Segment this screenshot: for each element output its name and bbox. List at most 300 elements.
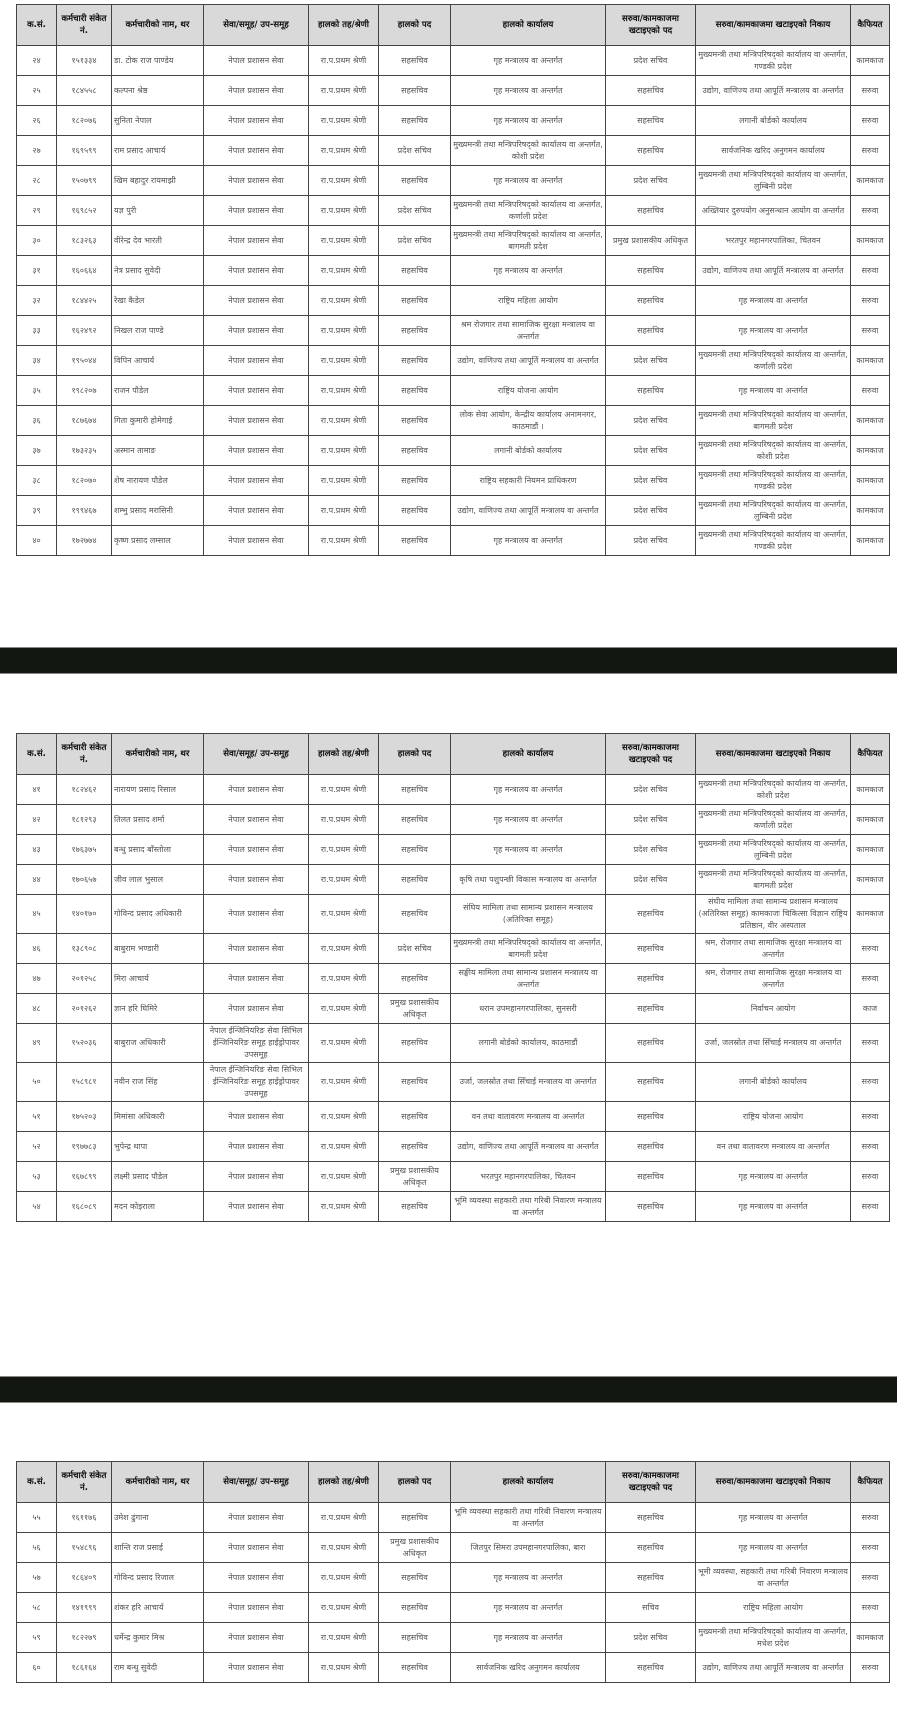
assigned-post-cell: सहसचिव (606, 1503, 696, 1533)
employee-name-cell: मदन कोइराला (112, 1192, 204, 1222)
service-group-cell: नेपाल प्रशासन सेवा (204, 1533, 309, 1563)
service-group-cell: नेपाल प्रशासन सेवा (204, 994, 309, 1024)
column-header-service-group: सेवा/समूह/ उप-समूह (204, 734, 309, 775)
assigned-post-cell: सहसचिव (606, 106, 696, 136)
current-post-cell: सहसचिव (379, 1503, 451, 1533)
table-page-1 (16, 4, 889, 556)
current-office-cell: गृह मन्त्रालय वा अन्तर्गत (451, 166, 606, 196)
current-post-cell: सहसचिव (379, 1563, 451, 1593)
employee-code-cell: १५४८९६ (57, 1533, 112, 1563)
employee-name-cell: भुपेन्द्र थापा (112, 1132, 204, 1162)
employee-name-cell: वीरेन्द्र देव भारती (112, 226, 204, 256)
current-post-cell: प्रदेश सचिव (379, 196, 451, 226)
current-post-cell: सहसचिव (379, 76, 451, 106)
serial-no-cell: ४७ (17, 964, 57, 994)
current-level-cell: रा.प.प्रथम श्रेणी (309, 1563, 379, 1593)
employee-code-cell: १७३२३५ (57, 436, 112, 466)
remarks-cell: सरुवा (851, 1563, 890, 1593)
column-header-employee-code: कर्मचारी संकेत नं. (57, 5, 112, 46)
employee-code-cell: १६९५९९ (57, 136, 112, 166)
remarks-cell: कामकाज (851, 895, 890, 934)
assigned-office-cell: संघीय मामिला तथा सामान्य प्रशासन मन्त्रालय (अतिरिक्त समूह) कामकाजः चिकित्सा विज्ञान राष्ट्रिय प्रतिष्ठान, वीर अस्पताल (696, 895, 851, 934)
employee-code-cell: १९९४६७ (57, 496, 112, 526)
column-header-serial-no: क.सं. (17, 734, 57, 775)
service-group-cell: नेपाल प्रशासन सेवा (204, 775, 309, 805)
assigned-office-cell: गृह मन्त्रालय वा अन्तर्गत (696, 1533, 851, 1563)
serial-no-cell: ४३ (17, 835, 57, 865)
employee-code-cell: १७०६५७ (57, 865, 112, 895)
remarks-cell: कामकाज (851, 775, 890, 805)
employee-name-cell: शान्ति राज प्रसाई (112, 1533, 204, 1563)
assigned-office-cell: श्रम, रोजगार तथा सामाजिक सुरक्षा मन्त्रालय वा अन्तर्गत (696, 964, 851, 994)
employee-name-cell: नेत्र प्रसाद सुवेदी (112, 256, 204, 286)
current-post-cell: प्रदेश सचिव (379, 136, 451, 166)
service-group-cell: नेपाल प्रशासन सेवा (204, 466, 309, 496)
assigned-office-cell: उद्योग, वाणिज्य तथा आपूर्ति मन्त्रालय वा अन्तर्गत (696, 1653, 851, 1683)
employee-code-cell: १८२०७६ (57, 106, 112, 136)
serial-no-cell: ४१ (17, 775, 57, 805)
assigned-post-cell: सहसचिव (606, 994, 696, 1024)
employee-name-cell: जीव लाल भुसाल (112, 865, 204, 895)
current-post-cell: सहसचिव (379, 805, 451, 835)
current-level-cell: रा.प.प्रथम श्रेणी (309, 286, 379, 316)
service-group-cell: नेपाल प्रशासन सेवा (204, 1653, 309, 1683)
column-header-service-group: सेवा/समूह/ उप-समूह (204, 5, 309, 46)
remarks-cell: कामकाज (851, 226, 890, 256)
service-group-cell: नेपाल प्रशासन सेवा (204, 256, 309, 286)
employee-code-cell: १६११७६ (57, 1503, 112, 1533)
current-post-cell: सहसचिव (379, 1653, 451, 1683)
remarks-cell: सरुवा (851, 1503, 890, 1533)
employee-code-cell: २०१२६२ (57, 994, 112, 1024)
current-office-cell: गृह मन्त्रालय वा अन्तर्गत (451, 1623, 606, 1653)
column-header-current-office: हालको कार्यालय (451, 5, 606, 46)
table-row (17, 1102, 890, 1132)
current-office-cell: उद्योग, वाणिज्य तथा आपूर्ति मन्त्रालय वा अन्तर्गत (451, 346, 606, 376)
assigned-office-cell: गृह मन्त्रालय वा अन्तर्गत (696, 1162, 851, 1192)
table-row (17, 196, 890, 226)
table-row (17, 466, 890, 496)
current-level-cell: रा.प.प्रथम श्रेणी (309, 865, 379, 895)
assigned-office-cell: गृह मन्त्रालय वा अन्तर्गत (696, 1192, 851, 1222)
service-group-cell: नेपाल प्रशासन सेवा (204, 286, 309, 316)
remarks-cell: कामकाज (851, 526, 890, 556)
employee-code-cell: १९८२०७ (57, 376, 112, 406)
service-group-cell: नेपाल प्रशासन सेवा (204, 1503, 309, 1533)
current-post-cell: प्रदेश सचिव (379, 226, 451, 256)
current-office-cell: राष्ट्रिय सहकारी नियमन प्राधिकरण (451, 466, 606, 496)
current-post-cell: सहसचिव (379, 1132, 451, 1162)
serial-no-cell: ५७ (17, 1563, 57, 1593)
current-post-cell: सहसचिव (379, 964, 451, 994)
header-row (17, 5, 890, 46)
assigned-post-cell: प्रदेश सचिव (606, 835, 696, 865)
serial-no-cell: ३३ (17, 316, 57, 346)
employee-name-cell: बन्धु प्रसाद बाँस्तोला (112, 835, 204, 865)
table-row (17, 934, 890, 964)
employee-code-cell: १५१३३४ (57, 46, 112, 76)
serial-no-cell: ५३ (17, 1162, 57, 1192)
employee-name-cell: कृष्ण प्रसाद लम्साल (112, 526, 204, 556)
assigned-office-cell: उद्योग, वाणिज्य तथा आपूर्ति मन्त्रालय वा अन्तर्गत (696, 76, 851, 106)
column-header-current-level: हालको तह/श्रेणी (309, 734, 379, 775)
assigned-post-cell: सहसचिव (606, 1132, 696, 1162)
column-header-current-post: हालको पद (379, 1462, 451, 1503)
serial-no-cell: ३७ (17, 436, 57, 466)
remarks-cell: सरुवा (851, 76, 890, 106)
assigned-post-cell: प्रदेश सचिव (606, 1623, 696, 1653)
employee-code-cell: १८२२७९ (57, 1623, 112, 1653)
assigned-office-cell: सार्वजनिक खरिद अनुगमन कार्यालय (696, 136, 851, 166)
assigned-office-cell: उर्जा, जलस्रोत तथा सिँचाई मन्त्रालय वा अन्तर्गत (696, 1024, 851, 1063)
current-level-cell: रा.प.प्रथम श्रेणी (309, 76, 379, 106)
table-page-3 (16, 1461, 889, 1683)
serial-no-cell: ४६ (17, 934, 57, 964)
employee-code-cell: १९५०४४ (57, 346, 112, 376)
transfer-table (16, 1461, 890, 1683)
service-group-cell: नेपाल प्रशासन सेवा (204, 865, 309, 895)
current-office-cell: मुख्यमन्त्री तथा मन्त्रिपरिषद्को कार्यालय वा अन्तर्गत, कर्णाली प्रदेश (451, 196, 606, 226)
service-group-cell: नेपाल प्रशासन सेवा (204, 406, 309, 436)
serial-no-cell: ३२ (17, 286, 57, 316)
current-level-cell: रा.प.प्रथम श्रेणी (309, 1503, 379, 1533)
service-group-cell: नेपाल प्रशासन सेवा (204, 805, 309, 835)
employee-name-cell: नवीन राज सिंह (112, 1063, 204, 1102)
current-office-cell: वन तथा वातावरण मन्त्रालय वा अन्तर्गत (451, 1102, 606, 1132)
column-header-current-office: हालको कार्यालय (451, 734, 606, 775)
serial-no-cell: ४० (17, 526, 57, 556)
transfer-table (16, 4, 890, 556)
column-header-assigned-office: सरुवा/कामकाजमा खटाइएको निकाय (696, 5, 851, 46)
table-row (17, 964, 890, 994)
remarks-cell: कामकाज (851, 46, 890, 76)
table-row (17, 1653, 890, 1683)
current-level-cell: रा.प.प्रथम श्रेणी (309, 895, 379, 934)
remarks-cell: कामकाज (851, 835, 890, 865)
assigned-office-cell: मुख्यमन्त्री तथा मन्त्रिपरिषद्को कार्यालय वा अन्तर्गत, बागमती प्रदेश (696, 865, 851, 895)
current-office-cell: उद्योग, वाणिज्य तथा आपूर्ति मन्त्रालय वा अन्तर्गत (451, 1132, 606, 1162)
current-level-cell: रा.प.प्रथम श्रेणी (309, 1593, 379, 1623)
serial-no-cell: २८ (17, 166, 57, 196)
serial-no-cell: ३१ (17, 256, 57, 286)
assigned-office-cell: भूमी व्यवस्था, सहकारी तथा गरिबी निवारण मन्त्रालय वा अन्तर्गत (696, 1563, 851, 1593)
current-post-cell: सहसचिव (379, 1063, 451, 1102)
current-level-cell: रा.प.प्रथम श्रेणी (309, 376, 379, 406)
current-post-cell: सहसचिव (379, 436, 451, 466)
assigned-office-cell: निर्वाचन आयोग (696, 994, 851, 1024)
current-post-cell: प्रमुख प्रशासकीय अधिकृत (379, 1533, 451, 1563)
employee-code-cell: १७६३७५ (57, 835, 112, 865)
current-post-cell: सहसचिव (379, 1024, 451, 1063)
page-separator (0, 647, 897, 674)
remarks-cell: कामकाज (851, 346, 890, 376)
employee-code-cell: १६२४९२ (57, 316, 112, 346)
current-post-cell: सहसचिव (379, 1102, 451, 1132)
employee-name-cell: कल्पना श्रेष्ठ (112, 76, 204, 106)
table-row (17, 526, 890, 556)
service-group-cell: नेपाल प्रशासन सेवा (204, 46, 309, 76)
column-header-assigned-post: सरुवा/कामकाजमा खटाइएको पद (606, 5, 696, 46)
column-header-current-post: हालको पद (379, 734, 451, 775)
remarks-cell: कामकाज (851, 436, 890, 466)
remarks-cell: कामकाज (851, 805, 890, 835)
current-level-cell: रा.प.प्रथम श्रेणी (309, 166, 379, 196)
column-header-serial-no: क.सं. (17, 5, 57, 46)
remarks-cell: कामकाज (851, 1623, 890, 1653)
current-office-cell: भूमि व्यवस्था सहकारी तथा गरिबी निवारण मन्त्रालय वा अन्तर्गत (451, 1192, 606, 1222)
header-row (17, 1462, 890, 1503)
assigned-office-cell: मुख्यमन्त्री तथा मन्त्रिपरिषद्को कार्यालय वा अन्तर्गत, कोशी प्रदेश (696, 436, 851, 466)
assigned-post-cell: प्रदेश सचिव (606, 406, 696, 436)
column-header-employee-name: कर्मचारीको नाम, थर (112, 734, 204, 775)
employee-code-cell: २०१२५८ (57, 964, 112, 994)
assigned-office-cell: अख्तियार दुरुपयोग अनुसन्धान आयोग वा अन्तर्गत (696, 196, 851, 226)
assigned-post-cell: प्रदेश सचिव (606, 46, 696, 76)
current-office-cell: गृह मन्त्रालय वा अन्तर्गत (451, 106, 606, 136)
remarks-cell: सरुवा (851, 934, 890, 964)
current-level-cell: रा.प.प्रथम श्रेणी (309, 46, 379, 76)
current-office-cell: भरतपुर महानगरपालिका, चितवन (451, 1162, 606, 1192)
current-level-cell: रा.प.प्रथम श्रेणी (309, 406, 379, 436)
assigned-office-cell: मुख्यमन्त्री तथा मन्त्रिपरिषद्को कार्यालय वा अन्तर्गत, मधेश प्रदेश (696, 1623, 851, 1653)
employee-name-cell: विपिन आचार्य (112, 346, 204, 376)
column-header-current-level: हालको तह/श्रेणी (309, 1462, 379, 1503)
current-post-cell: सहसचिव (379, 376, 451, 406)
remarks-cell: कामकाज (851, 166, 890, 196)
assigned-office-cell: मुख्यमन्त्री तथा मन्त्रिपरिषद्को कार्यालय वा अन्तर्गत, कर्णाली प्रदेश (696, 346, 851, 376)
serial-no-cell: ५५ (17, 1503, 57, 1533)
table-row (17, 46, 890, 76)
remarks-cell: सरुवा (851, 1593, 890, 1623)
current-level-cell: रा.प.प्रथम श्रेणी (309, 256, 379, 286)
table-row (17, 226, 890, 256)
current-post-cell: सहसचिव (379, 895, 451, 934)
employee-code-cell: १८३२६३ (57, 226, 112, 256)
table-row (17, 496, 890, 526)
current-post-cell: सहसचिव (379, 526, 451, 556)
serial-no-cell: ३९ (17, 496, 57, 526)
current-post-cell: सहसचिव (379, 316, 451, 346)
employee-name-cell: खिम बहादुर रायमाझी (112, 166, 204, 196)
employee-code-cell: १८१२९३ (57, 805, 112, 835)
employee-code-cell: १६८०८९ (57, 1192, 112, 1222)
assigned-post-cell: सहसचिव (606, 934, 696, 964)
column-header-employee-name: कर्मचारीको नाम, थर (112, 5, 204, 46)
service-group-cell: नेपाल प्रशासन सेवा (204, 1593, 309, 1623)
current-office-cell: गृह मन्त्रालय वा अन्तर्गत (451, 256, 606, 286)
employee-name-cell: गिता कुमारी होमेगाई (112, 406, 204, 436)
assigned-office-cell: गृह मन्त्रालय वा अन्तर्गत (696, 1503, 851, 1533)
serial-no-cell: ५० (17, 1063, 57, 1102)
current-office-cell: जितपुर सिमरा उपमहानगरपालिका, बारा (451, 1533, 606, 1563)
employee-name-cell: गोविन्द प्रसाद रिजाल (112, 1563, 204, 1593)
service-group-cell: नेपाल प्रशासन सेवा (204, 196, 309, 226)
assigned-post-cell: प्रदेश सचिव (606, 805, 696, 835)
serial-no-cell: ४४ (17, 865, 57, 895)
assigned-post-cell: सचिव (606, 1593, 696, 1623)
current-office-cell: भूमि व्यवस्था सहकारी तथा गरिबी निवारण मन्त्रालय वा अन्तर्गत (451, 1503, 606, 1533)
service-group-cell: नेपाल प्रशासन सेवा (204, 166, 309, 196)
employee-name-cell: बाबुराज अधिकारी (112, 1024, 204, 1063)
current-post-cell: सहसचिव (379, 1623, 451, 1653)
employee-name-cell: तिलत प्रसाद शर्मा (112, 805, 204, 835)
service-group-cell: नेपाल प्रशासन सेवा (204, 226, 309, 256)
current-level-cell: रा.प.प्रथम श्रेणी (309, 994, 379, 1024)
assigned-post-cell: सहसचिव (606, 1653, 696, 1683)
column-header-assigned-post: सरुवा/कामकाजमा खटाइएको पद (606, 1462, 696, 1503)
current-post-cell: सहसचिव (379, 46, 451, 76)
assigned-post-cell: प्रदेश सचिव (606, 436, 696, 466)
remarks-cell: सरुवा (851, 316, 890, 346)
service-group-cell: नेपाल प्रशासन सेवा (204, 436, 309, 466)
current-level-cell: रा.प.प्रथम श्रेणी (309, 106, 379, 136)
assigned-post-cell: प्रदेश सचिव (606, 466, 696, 496)
current-level-cell: रा.प.प्रथम श्रेणी (309, 346, 379, 376)
assigned-post-cell: सहसचिव (606, 1024, 696, 1063)
current-office-cell: कृषि तथा पशुपन्छी विकास मन्त्रालय वा अन्तर्गत (451, 865, 606, 895)
table-row (17, 166, 890, 196)
current-level-cell: रा.प.प्रथम श्रेणी (309, 1063, 379, 1102)
table-row (17, 1192, 890, 1222)
employee-name-cell: निखल राज पाण्डे (112, 316, 204, 346)
column-header-current-level: हालको तह/श्रेणी (309, 5, 379, 46)
current-office-cell: गृह मन्त्रालय वा अन्तर्गत (451, 805, 606, 835)
assigned-office-cell: लगानी बोर्डको कार्यालय (696, 1063, 851, 1102)
current-office-cell: गृह मन्त्रालय वा अन्तर्गत (451, 76, 606, 106)
remarks-cell: कामकाज (851, 406, 890, 436)
employee-name-cell: उमेश ढुंगाना (112, 1503, 204, 1533)
service-group-cell: नेपाल प्रशासन सेवा (204, 1132, 309, 1162)
employee-code-cell: १५८९८१ (57, 1063, 112, 1102)
remarks-cell: सरुवा (851, 1024, 890, 1063)
serial-no-cell: ५९ (17, 1623, 57, 1653)
assigned-post-cell: प्रदेश सचिव (606, 526, 696, 556)
current-level-cell: रा.प.प्रथम श्रेणी (309, 934, 379, 964)
table-row (17, 1162, 890, 1192)
serial-no-cell: २५ (17, 76, 57, 106)
current-office-cell: मुख्यमन्त्री तथा मन्त्रिपरिषद्को कार्यालय वा अन्तर्गत, कोशी प्रदेश (451, 136, 606, 166)
employee-name-cell: लक्ष्मी प्रसाद पौडेल (112, 1162, 204, 1192)
current-office-cell: उर्जा, जलस्रोत तथा सिँचाई मन्त्रालय वा अन्तर्गत (451, 1063, 606, 1102)
service-group-cell: नेपाल प्रशासन सेवा (204, 346, 309, 376)
employee-code-cell: १६७८९९ (57, 1162, 112, 1192)
serial-no-cell: ३४ (17, 346, 57, 376)
employee-code-cell: १८२४६२ (57, 775, 112, 805)
current-level-cell: रा.प.प्रथम श्रेणी (309, 1162, 379, 1192)
table-row (17, 835, 890, 865)
employee-code-cell: १५०७९९ (57, 166, 112, 196)
assigned-post-cell: सहसचिव (606, 1533, 696, 1563)
remarks-cell: सरुवा (851, 964, 890, 994)
current-post-cell: सहसचिव (379, 346, 451, 376)
employee-name-cell: डा. टोक राज पाण्डेय (112, 46, 204, 76)
remarks-cell: सरुवा (851, 376, 890, 406)
employee-name-cell: राम बन्धु सुवेदी (112, 1653, 204, 1683)
table-row (17, 316, 890, 346)
assigned-office-cell: वन तथा वातावरण मन्त्रालय वा अन्तर्गत (696, 1132, 851, 1162)
assigned-office-cell: मुख्यमन्त्री तथा मन्त्रिपरिषद्को कार्यालय वा अन्तर्गत, गण्डकी प्रदेश (696, 46, 851, 76)
remarks-cell: सरुवा (851, 106, 890, 136)
employee-name-cell: रेखा कैडेल (112, 286, 204, 316)
table-row (17, 1132, 890, 1162)
assigned-post-cell: सहसचिव (606, 196, 696, 226)
table-row (17, 895, 890, 934)
employee-name-cell: राजन पौडेल (112, 376, 204, 406)
employee-name-cell: धर्मेन्द्र कुमार मिश्र (112, 1623, 204, 1653)
current-post-cell: सहसचिव (379, 835, 451, 865)
current-level-cell: रा.प.प्रथम श्रेणी (309, 1623, 379, 1653)
table-row (17, 376, 890, 406)
service-group-cell: नेपाल प्रशासन सेवा (204, 496, 309, 526)
remarks-cell: सरुवा (851, 1162, 890, 1192)
column-header-employee-code: कर्मचारी संकेत नं. (57, 734, 112, 775)
serial-no-cell: ५२ (17, 1132, 57, 1162)
table-row (17, 994, 890, 1024)
assigned-office-cell: मुख्यमन्त्री तथा मन्त्रिपरिषद्को कार्यालय वा अन्तर्गत, लुम्बिनी प्रदेश (696, 835, 851, 865)
remarks-cell: सरुवा (851, 256, 890, 286)
current-post-cell: सहसचिव (379, 256, 451, 286)
current-level-cell: रा.प.प्रथम श्रेणी (309, 466, 379, 496)
column-header-serial-no: क.सं. (17, 1462, 57, 1503)
column-header-current-office: हालको कार्यालय (451, 1462, 606, 1503)
service-group-cell: नेपाल प्रशासन सेवा (204, 76, 309, 106)
table-row (17, 106, 890, 136)
serial-no-cell: ५६ (17, 1533, 57, 1563)
assigned-post-cell: प्रदेश सचिव (606, 346, 696, 376)
service-group-cell: नेपाल प्रशासन सेवा (204, 316, 309, 346)
serial-no-cell: ४९ (17, 1024, 57, 1063)
remarks-cell: सरुवा (851, 1102, 890, 1132)
employee-code-cell: १८७६७४ (57, 406, 112, 436)
current-office-cell: राष्ट्रिय महिला आयोग (451, 286, 606, 316)
current-office-cell: श्रम रोजगार तथा सामाजिक सुरक्षा मन्त्रालय वा अन्तर्गत (451, 316, 606, 346)
remarks-cell: सरुवा (851, 136, 890, 166)
table-row (17, 256, 890, 286)
assigned-post-cell: सहसचिव (606, 1563, 696, 1593)
assigned-office-cell: मुख्यमन्त्री तथा मन्त्रिपरिषद्को कार्यालय वा अन्तर्गत, कोशी प्रदेश (696, 775, 851, 805)
table-row (17, 1024, 890, 1063)
service-group-cell: नेपाल प्रशासन सेवा (204, 136, 309, 166)
service-group-cell: नेपाल ईन्जिनियरिङ सेवा सिभिल ईन्जिनियरिङ समूह हाईड्रोपावर उपसमूह (204, 1063, 309, 1102)
current-post-cell: सहसचिव (379, 1593, 451, 1623)
table-row (17, 805, 890, 835)
employee-code-cell: १९७७८३ (57, 1132, 112, 1162)
serial-no-cell: ३६ (17, 406, 57, 436)
current-office-cell: संघिय मामिला तथा सामान्य प्रशासन मन्त्रालय (अतिरिक्त समूह) (451, 895, 606, 934)
table-row (17, 346, 890, 376)
assigned-post-cell: सहसचिव (606, 376, 696, 406)
current-level-cell: रा.प.प्रथम श्रेणी (309, 496, 379, 526)
service-group-cell: नेपाल प्रशासन सेवा (204, 376, 309, 406)
employee-name-cell: शेष नारायण पौडेल (112, 466, 204, 496)
current-office-cell: राष्ट्रिय योजना आयोग (451, 376, 606, 406)
assigned-post-cell: सहसचिव (606, 1102, 696, 1132)
serial-no-cell: ३८ (17, 466, 57, 496)
employee-code-cell: १८४४२५ (57, 286, 112, 316)
employee-name-cell: सुनिता नेपाल (112, 106, 204, 136)
serial-no-cell: ४५ (17, 895, 57, 934)
assigned-post-cell: सहसचिव (606, 895, 696, 934)
employee-code-cell: १३८९०८ (57, 934, 112, 964)
serial-no-cell: ५८ (17, 1593, 57, 1623)
employee-code-cell: १४०१७० (57, 895, 112, 934)
assigned-post-cell: सहसचिव (606, 1192, 696, 1222)
assigned-post-cell: प्रदेश सचिव (606, 865, 696, 895)
column-header-remarks: कैफियत (851, 1462, 890, 1503)
assigned-post-cell: सहसचिव (606, 964, 696, 994)
service-group-cell: नेपाल प्रशासन सेवा (204, 934, 309, 964)
service-group-cell: नेपाल प्रशासन सेवा (204, 106, 309, 136)
